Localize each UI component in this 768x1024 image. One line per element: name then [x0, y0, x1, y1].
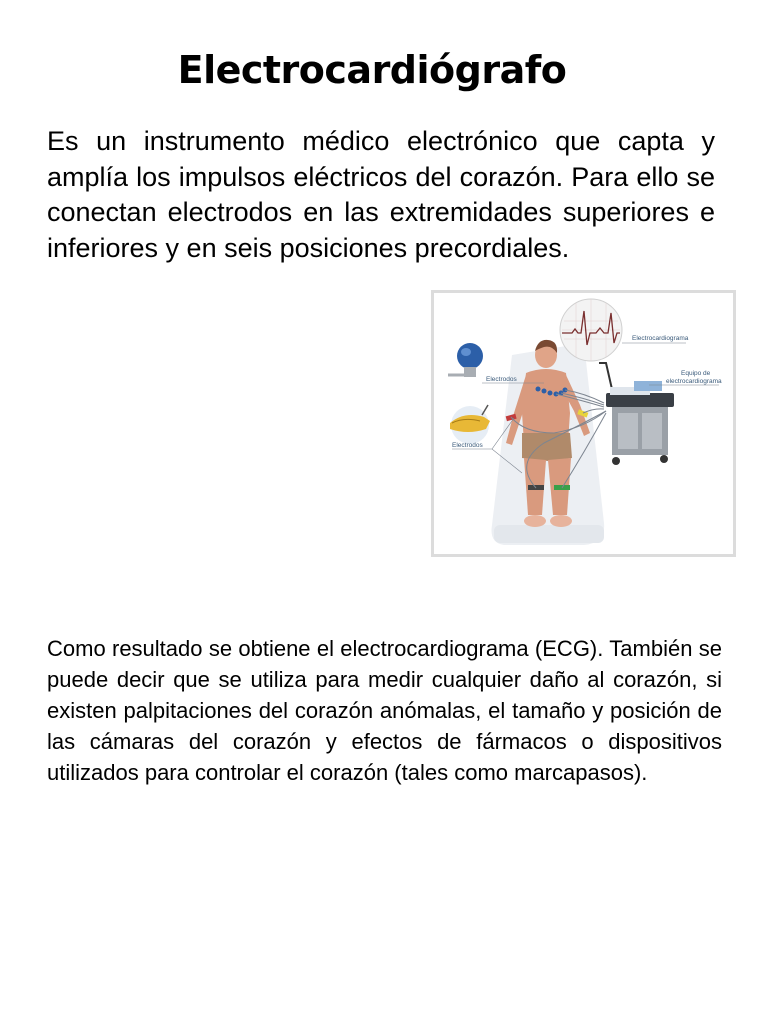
label-electrocardiograma: Electrocardiograma — [632, 335, 689, 342]
label-equipo-line1: Equipo de — [681, 370, 711, 377]
page-title: Electrocardiógrafo — [177, 48, 567, 92]
result-paragraph: Como resultado se obtiene el electrocardiograma (ECG). También se puede decir que se utiliza para medir cualquier daño al corazón, si existen palpitaciones del corazón anómalas, el tamaño y posición de las cámaras del corazón y efectos de fármacos o dispositivos utilizados para controlar el corazón (tales como marcapasos). — [47, 636, 722, 785]
ecg-cart-icon — [599, 363, 674, 465]
ecg-illustration — [431, 290, 736, 557]
intro-paragraph: Es un instrumento médico electrónico que capta y amplía los impulsos eléctricos del corazón. Para ello se conectan electrodos en las extremidades superiores e inferiores y en seis posiciones precordiales. — [47, 126, 715, 263]
label-electrodos-top: Electrodos — [486, 376, 517, 383]
label-equipo-line2: electrocardiograma — [666, 378, 722, 385]
label-electrodos-bottom: Electrodos — [452, 442, 483, 449]
ecg-trace-icon — [560, 299, 689, 361]
